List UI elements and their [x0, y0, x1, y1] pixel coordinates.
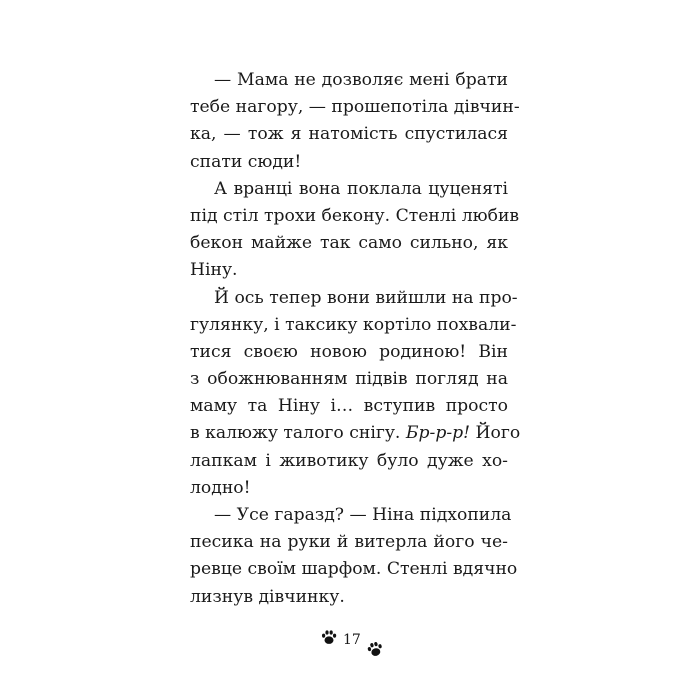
text-line: маму та Ніну і… вступив просто: [190, 396, 508, 417]
text-line: тебе нагору, — прошепотіла дівчин-: [190, 97, 520, 118]
page-number: 17: [343, 632, 361, 648]
text-line: лапкам і животику було дуже хо-: [190, 450, 508, 471]
text-line: спати сюди!: [190, 151, 302, 172]
text-line: гулянку, і таксику кортіло похвали-: [190, 314, 517, 335]
text-line: з обожнюванням підвів погляд на: [190, 369, 508, 390]
body-text: [190, 67, 521, 611]
text-line: — Мама не дозволяє мені брати: [214, 70, 508, 90]
text-line: А вранці вона поклала цуценяті: [214, 178, 508, 199]
text-line: бекон майже так само сильно, як: [190, 233, 508, 254]
text-fragment: в калюжу талого снігу.: [190, 423, 401, 444]
text-line-mixed: [190, 420, 521, 447]
text-line: лодно!: [190, 477, 251, 498]
text-line: Й ось тепер вони вийшли на про-: [214, 287, 518, 308]
text-line: тися своєю новою родиною! Він: [190, 341, 508, 362]
text-line: ревце своїм шарфом. Стенлі вдячно: [190, 559, 518, 580]
text-line: ка, — тож я натомість спустилася: [190, 124, 508, 145]
text-line: лизнув дівчинку.: [190, 586, 345, 607]
text-line: під стіл трохи бекону. Стенлі любив: [190, 205, 520, 226]
text-fragment: Його: [475, 423, 521, 444]
text-line: — Усе гаразд? — Ніна підхопила: [214, 505, 512, 525]
paw-print-icon: [366, 640, 384, 658]
text-line: Ніну.: [190, 260, 238, 281]
paw-print-icon: [320, 628, 338, 646]
italic-interjection: Бр-р-р!: [405, 423, 471, 444]
text-line: песика на руки й витерла його че-: [190, 532, 508, 553]
page-footer: [0, 628, 700, 662]
